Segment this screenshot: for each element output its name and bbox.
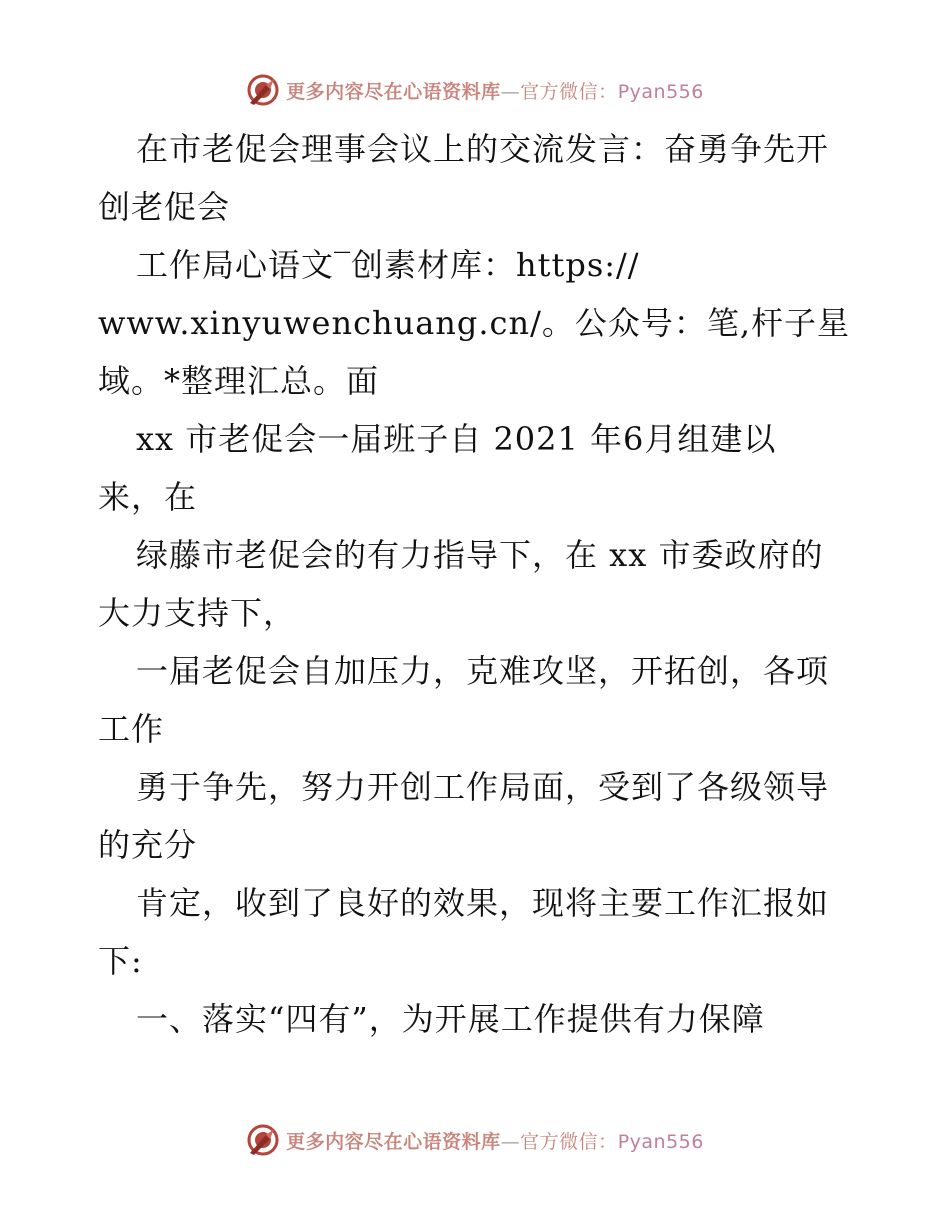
banner-text xyxy=(286,1127,704,1154)
text-line: 绿藤市老促会的有力指导下，在 xx 市委政府的 xyxy=(136,536,824,574)
banner-wechat-id: Pyan556 xyxy=(617,80,704,103)
banner-wechat-id: Pyan556 xyxy=(617,1130,704,1153)
text-line: 工作 xyxy=(98,710,165,748)
banner-dash: — xyxy=(500,80,521,103)
text-line: 在市老促会理事会议上的交流发言：奋勇争先开 xyxy=(136,130,830,168)
banner-wechat-label: 官方微信： xyxy=(520,1130,618,1153)
text-line: 大力支持下， xyxy=(98,594,297,632)
header-watermark-banner xyxy=(0,70,950,110)
text-line: 域。*整理汇总。面 xyxy=(98,362,380,400)
text-line: 工作局心语文‾创素材库：https:// xyxy=(136,246,640,284)
banner-wechat-label: 官方微信： xyxy=(520,80,618,103)
text-line: 一届老促会自加压力，克难攻坚，开拓创，各项 xyxy=(136,652,830,690)
text-line: 创老促会 xyxy=(98,188,231,226)
text-line: xx 市老促会一届班子自 2021 年6月组建以 xyxy=(136,420,777,458)
document-body xyxy=(98,120,858,1048)
text-line: 来，在 xyxy=(98,478,198,516)
text-line: 下: xyxy=(98,942,143,980)
banner-main-text: 更多内容尽在心语资料库 xyxy=(286,80,501,103)
text-line: 勇于争先，努力开创工作局面，受到了各级领导 xyxy=(136,768,830,806)
text-line: www.xinyuwenchuang.cn/。公众号：笔,杆子星 xyxy=(98,304,851,342)
text-line: 肯定，收到了良好的效果，现将主要工作汇报如 xyxy=(136,884,830,922)
footer-watermark-banner xyxy=(0,1120,950,1160)
text-line: 的充分 xyxy=(98,826,198,864)
banner-main-text: 更多内容尽在心语资料库 xyxy=(286,1130,501,1153)
text-line: 一、落实“四有”，为开展工作提供有力保障 xyxy=(136,1000,765,1038)
banner-dash: — xyxy=(500,1130,521,1153)
banner-text xyxy=(286,77,704,104)
pen-logo-icon xyxy=(246,1123,280,1157)
pen-logo-icon xyxy=(246,73,280,107)
